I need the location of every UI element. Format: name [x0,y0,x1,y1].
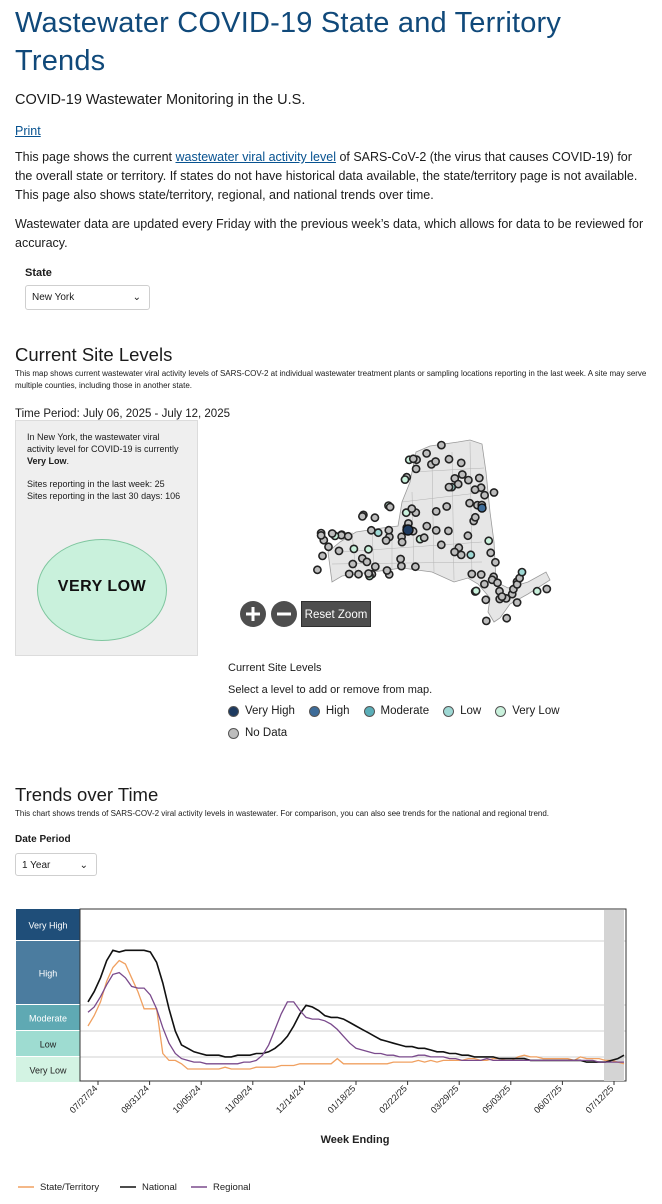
site-marker[interactable] [365,546,372,553]
level-band-label: Very Low [29,1065,67,1076]
site-marker[interactable] [534,588,541,595]
site-marker[interactable] [498,593,505,600]
intro-text-before: This page shows the current [15,150,176,164]
site-marker[interactable] [472,514,479,521]
site-marker[interactable] [329,530,336,537]
site-marker[interactable] [355,571,362,578]
x-axis-label: Week Ending [320,1134,390,1146]
site-marker[interactable] [445,527,452,534]
x-tick-label: 01/18/25 [325,1083,358,1116]
site-marker[interactable] [466,500,473,507]
trends-description: This chart shows trends of SARS-COV-2 viral activity levels in wastewater. For comparison, you can also see trends for the national and regional trend. [15,809,550,818]
site-marker[interactable] [438,541,445,548]
site-marker[interactable] [465,477,472,484]
intro-paragraph [15,148,647,205]
site-marker[interactable] [458,459,465,466]
state-select-label: State [25,267,52,279]
site-marker[interactable] [464,532,471,539]
site-marker[interactable] [397,555,404,562]
site-marker[interactable] [365,570,372,577]
date-period-label: Date Period [15,834,71,845]
site-marker[interactable] [383,537,390,544]
reset-zoom-button[interactable]: Reset Zoom [301,601,371,627]
site-marker[interactable] [349,560,356,567]
trend-chart [14,907,634,1197]
viral-activity-level-link[interactable]: wastewater viral activity level [175,150,336,164]
chevron-down-icon: ⌄ [132,292,141,303]
legend-dot-icon [309,706,320,717]
map-legend-item-no-data[interactable] [228,726,287,740]
site-marker[interactable] [459,471,466,478]
site-marker[interactable] [387,503,394,510]
x-tick-label: 10/05/24 [170,1083,203,1116]
site-marker[interactable] [385,527,392,534]
x-tick-label: 08/31/24 [119,1083,152,1116]
site-marker[interactable] [319,552,326,559]
site-marker[interactable] [514,599,521,606]
site-marker[interactable] [399,539,406,546]
site-marker[interactable] [403,525,413,535]
site-marker[interactable] [451,548,458,555]
legend-dot-icon [495,706,506,717]
site-marker[interactable] [408,505,415,512]
site-marker[interactable] [401,476,408,483]
site-marker[interactable] [443,503,450,510]
series-line-state-territory [88,961,624,1069]
plot-frame [80,909,626,1081]
site-marker[interactable] [368,527,375,534]
time-period: Time Period: July 06, 2025 - July 12, 2025 [15,408,230,420]
site-marker[interactable] [481,581,488,588]
state-level-text [27,431,187,467]
chart-legend-label[interactable]: Regional [213,1182,251,1193]
site-marker[interactable] [325,543,332,550]
level-badge-circle [37,539,167,641]
map-legend-item-very-high[interactable] [228,704,295,718]
site-marker[interactable] [482,596,489,603]
level-badge-text: VERY LOW [57,578,147,595]
intro-text-after: of SARS-CoV-2 (the virus that causes COVID-19) for the overall state or territory. If states do not have historical data available, the state/territory page is not available. This page also shows state/territory, regional, and national trends over time. [15,150,638,202]
chart-legend-label[interactable]: State/Territory [40,1182,100,1193]
zoom-in-button[interactable] [240,601,266,627]
chart-legend-label[interactable]: National [142,1182,177,1193]
x-tick-label: 12/14/24 [273,1083,306,1116]
site-marker[interactable] [398,563,405,570]
site-marker[interactable] [345,533,352,540]
site-marker[interactable] [363,558,370,565]
site-marker[interactable] [490,489,497,496]
map-legend-item-low[interactable] [443,704,481,718]
map-legend [228,660,632,748]
site-marker[interactable] [494,579,501,586]
site-marker[interactable] [410,455,417,462]
site-marker[interactable] [467,551,474,558]
zoom-out-button[interactable] [271,601,297,627]
map-legend-items [228,704,632,748]
legend-label: Low [460,705,482,717]
map-legend-item-high[interactable] [309,704,350,718]
site-marker[interactable] [468,570,475,577]
x-tick-label: 07/12/25 [583,1083,616,1116]
map-legend-subtitle: Select a level to add or remove from map. [228,684,433,696]
x-tick-label: 06/07/25 [531,1083,564,1116]
x-tick-label: 03/29/25 [428,1083,461,1116]
site-marker[interactable] [318,532,325,539]
site-marker[interactable] [487,549,494,556]
state-level-suffix: . [66,456,70,466]
site-marker[interactable] [543,585,550,592]
map-legend-title: Current Site Levels [228,662,322,674]
trends-section [15,784,647,876]
page-title-line1: Wastewater COVID-19 State and Territory [15,7,562,39]
map-legend-item-very-low[interactable] [495,704,559,718]
site-marker[interactable] [485,537,492,544]
site-marker[interactable] [492,559,499,566]
date-period-select[interactable] [15,853,97,876]
site-marker[interactable] [412,563,419,570]
site-marker[interactable] [423,523,430,530]
state-level-summary [15,420,198,656]
site-marker[interactable] [476,474,483,481]
state-select[interactable] [25,285,150,310]
site-marker[interactable] [432,458,439,465]
site-marker[interactable] [483,617,490,624]
current-site-levels-heading: Current Site Levels [15,344,173,365]
incomplete-data-shading [604,910,624,1081]
legend-label: Very High [245,705,295,717]
site-marker[interactable] [445,456,452,463]
current-site-levels-description: This map shows current wastewater viral activity levels of SARS-COV-2 at individual wastewater treatment plants or sampling locations reporting in the last week. A site may serve multiple counties, including those in another state. [15,369,647,390]
legend-label: Very Low [512,705,560,717]
site-marker[interactable] [433,508,440,515]
site-marker[interactable] [503,615,510,622]
level-band-label: Very High [28,920,68,931]
legend-label: No Data [245,727,288,739]
legend-dot-icon [443,706,454,717]
x-tick-label: 05/03/25 [480,1083,513,1116]
level-band-label: Low [39,1039,57,1050]
site-marker[interactable] [359,513,366,520]
site-marker[interactable] [518,569,525,576]
page-title-line2: Trends [15,45,106,77]
sites-last-week: Sites reporting in the last week: 25 [27,479,165,489]
legend-dot-icon [228,706,239,717]
x-tick-label: 07/27/24 [67,1083,100,1116]
site-marker[interactable] [478,571,485,578]
site-marker[interactable] [421,534,428,541]
chevron-down-icon: ⌄ [79,860,88,871]
x-tick-label: 11/09/24 [222,1083,255,1115]
update-paragraph: Wastewater data are updated every Friday with the previous week’s data, which allows for data to be reviewed for accuracy. [15,217,644,250]
site-marker[interactable] [445,484,452,491]
print-link[interactable]: Print [15,124,41,138]
page [0,4,662,420]
legend-dot-icon [228,728,239,739]
series-line-national [88,950,624,1062]
site-marker[interactable] [473,587,480,594]
map-legend-item-moderate[interactable] [364,704,430,718]
site-marker[interactable] [481,492,488,499]
state-level-prefix: In New York, the wastewater viral activity level for COVID-19 is currently [27,432,179,454]
site-marker[interactable] [346,570,353,577]
site-marker[interactable] [433,527,440,534]
trends-heading: Trends over Time [15,784,159,805]
site-marker[interactable] [335,547,342,554]
legend-label: Moderate [380,705,430,717]
state-select-value: New York [32,292,75,303]
site-marker[interactable] [314,566,321,573]
legend-dot-icon [364,706,375,717]
site-map[interactable] [232,432,562,632]
legend-label: High [325,705,350,717]
site-marker[interactable] [478,504,486,512]
site-marker[interactable] [413,465,420,472]
state-level-value: Very Low [27,456,67,466]
series-line-regional [88,973,624,1064]
date-period-value: 1 Year [22,860,51,871]
site-marker[interactable] [350,545,357,552]
site-marker[interactable] [423,450,430,457]
level-band-label: Moderate [28,1013,68,1024]
sites-last-30-days: Sites reporting in the last 30 days: 106 [27,491,181,501]
level-band-label: High [38,968,58,979]
site-marker[interactable] [471,486,478,493]
site-marker[interactable] [438,442,445,449]
site-marker[interactable] [371,514,378,521]
page-title [15,4,647,80]
site-marker[interactable] [372,563,379,570]
site-marker[interactable] [383,567,390,574]
x-tick-label: 02/22/25 [377,1083,410,1116]
page-subtitle: COVID-19 Wastewater Monitoring in the U.S. [15,92,306,108]
